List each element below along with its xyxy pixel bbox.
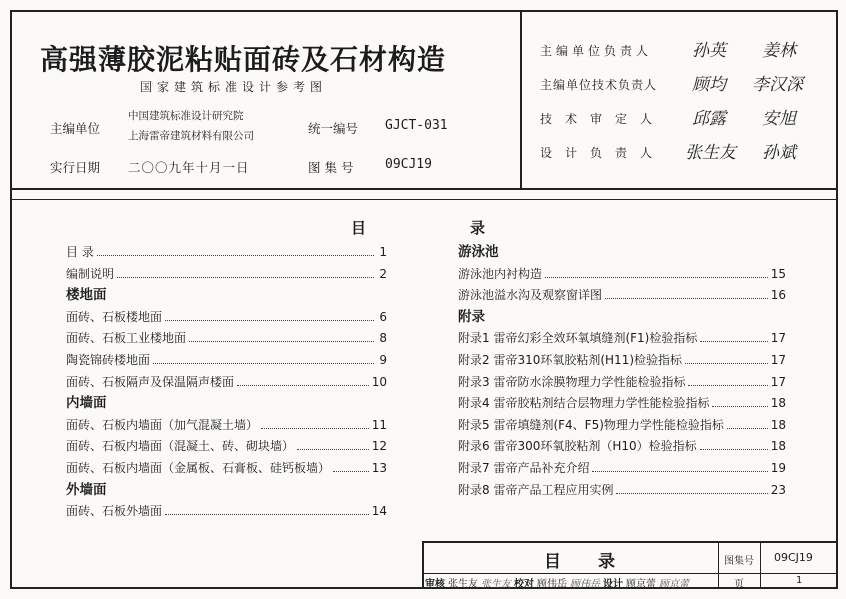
approval-cell: 审核 <box>425 579 445 590</box>
toc-entry-title: 附录2 雷帝310环氧胶粘剂(H11)检验指标 <box>458 352 683 367</box>
approval-cell: 张生友 <box>448 579 478 590</box>
toc-leader-dots <box>261 428 369 429</box>
title-block-atlas-no: 09CJ19 <box>774 551 813 564</box>
toc-entry-title: 附录6 雷帝300环氧胶粘剂（H10）检验指标 <box>458 439 697 454</box>
frame-left <box>10 10 12 589</box>
toc-entry-title: 面砖、石板隔声及保温隔声楼面 <box>66 374 235 389</box>
toc-entry-title: 附录4 雷帝胶粘剂结合层物理力学性能检验指标 <box>458 396 710 411</box>
toc-entry-page: 17 <box>770 331 786 346</box>
toc-leader-dots <box>685 363 768 364</box>
toc-entry-title: 面砖、石板外墙面 <box>66 504 163 519</box>
toc-section-heading: 楼地面 <box>66 287 107 304</box>
atlas-no: 09CJ19 <box>385 157 432 172</box>
toc-section-heading: 游泳池 <box>458 244 499 260</box>
toc-entry-page: 18 <box>770 439 786 454</box>
toc-entry[interactable] <box>458 458 786 480</box>
toc-leader-dots <box>333 471 369 472</box>
role-label: 技术审定人 <box>540 112 666 126</box>
toc-left-column <box>66 242 387 523</box>
signature: 李汉深 <box>752 75 803 95</box>
atlas-no-label: 图 集 号 <box>308 160 354 175</box>
toc-entry-page: 8 <box>379 331 387 346</box>
toc-entry[interactable] <box>66 436 387 458</box>
toc-entry-page: 6 <box>379 309 387 324</box>
toc-entry-page: 14 <box>371 504 387 519</box>
role-label: 设计负责人 <box>540 146 666 160</box>
toc-leader-dots <box>97 255 374 256</box>
toc-entry-title: 编制说明 <box>66 266 115 281</box>
toc-entry-page: 9 <box>379 352 387 367</box>
toc-entry-title: 游泳池溢水沟及观察窗详图 <box>458 288 603 303</box>
page-number: 1 <box>796 575 803 586</box>
toc-entry[interactable] <box>66 458 387 480</box>
toc-entry[interactable] <box>458 436 786 458</box>
toc-entry[interactable] <box>66 307 387 329</box>
toc-entry-page: 17 <box>770 352 786 367</box>
editor-unit-2: 上海雷帝建筑材料有限公司 <box>128 130 254 142</box>
toc-entry[interactable] <box>458 328 786 350</box>
toc-heading-left: 目 <box>351 219 367 237</box>
role-label: 主编单位技术负责人 <box>540 78 658 92</box>
toc-heading-right: 录 <box>470 219 486 237</box>
toc-entry-page: 16 <box>770 288 786 303</box>
toc-entry-title: 面砖、石板内墙面（混凝土、砖、砌块墙） <box>66 439 295 454</box>
toc-section-heading: 附录 <box>458 308 485 325</box>
document-subtitle: 国家建筑标准设计参考图 <box>140 80 328 94</box>
frame-right <box>836 10 838 589</box>
toc-entry-title: 附录7 雷帝产品补充介绍 <box>458 460 590 475</box>
title-block-divider <box>718 541 719 587</box>
toc-entry-title: 游泳池内衬构造 <box>458 266 543 281</box>
toc-section-heading: 外墙面 <box>66 481 107 498</box>
toc-entry-title: 目 录 <box>66 245 94 259</box>
header-separator-thin <box>10 199 838 200</box>
responsibility-row <box>540 70 830 104</box>
toc-leader-dots <box>165 320 374 321</box>
toc-entry-page: 19 <box>770 460 786 475</box>
toc-entry[interactable] <box>66 372 387 394</box>
signature: 姜林 <box>762 41 796 61</box>
toc-entry-title: 附录5 雷帝填缝剂(F4、F5)物理力学性能检验指标 <box>458 417 724 432</box>
toc-entry[interactable] <box>66 350 387 372</box>
toc-leader-dots <box>545 277 768 278</box>
toc-entry-title: 附录8 雷帝产品工程应用实例 <box>458 482 614 497</box>
toc-entry-page: 23 <box>770 482 786 497</box>
toc-leader-dots <box>165 514 369 515</box>
document-title: 高强薄胶泥粘贴面砖及石材构造 <box>40 43 447 76</box>
toc-entry-page: 11 <box>371 417 387 432</box>
toc-leader-dots <box>616 493 767 494</box>
atlas-label: 图集号 <box>724 556 754 567</box>
responsibility-row <box>540 36 830 70</box>
toc-entry-page: 2 <box>379 266 387 281</box>
approval-cell: 设计 <box>603 579 623 590</box>
toc-entry[interactable] <box>458 372 786 394</box>
toc-entry[interactable] <box>66 264 387 286</box>
toc-leader-dots <box>153 363 374 364</box>
toc-entry[interactable] <box>458 480 786 502</box>
toc-leader-dots <box>700 341 767 342</box>
toc-right-column <box>458 242 786 501</box>
responsibility-row <box>540 138 830 172</box>
responsibility-table <box>540 36 830 172</box>
title-block-title-left: 目 <box>544 552 561 572</box>
toc-entry-page: 18 <box>770 396 786 411</box>
toc-leader-dots <box>189 341 374 342</box>
signature: 顾均 <box>692 75 726 95</box>
toc-leader-dots <box>297 449 369 450</box>
toc-entry-title: 面砖、石板内墙面（加气混凝土墙） <box>66 417 259 432</box>
toc-leader-dots <box>727 428 768 429</box>
toc-leader-dots <box>688 385 767 386</box>
toc-leader-dots <box>700 449 768 450</box>
toc-entry-page: 15 <box>770 266 786 281</box>
toc-leader-dots <box>117 277 374 278</box>
toc-entry-title: 面砖、石板楼地面 <box>66 309 163 324</box>
toc-entry[interactable] <box>66 501 387 523</box>
header-separator <box>10 188 838 190</box>
toc-entry-page: 12 <box>371 439 387 454</box>
toc-entry[interactable] <box>458 415 786 437</box>
toc-entry-title: 陶瓷锦砖楼地面 <box>66 352 151 367</box>
title-block-title-right: 录 <box>598 552 615 572</box>
signature: 孙斌 <box>762 143 796 163</box>
approval-signature: 顾京蕾 <box>659 579 689 590</box>
effective-date-label: 实行日期 <box>50 160 101 175</box>
title-block-left <box>422 541 424 587</box>
toc-leader-dots <box>237 385 369 386</box>
toc-entry[interactable] <box>66 415 387 437</box>
toc-entry[interactable] <box>66 242 387 264</box>
toc-leader-dots <box>605 298 768 299</box>
frame-top <box>10 10 838 12</box>
editor-unit-label: 主编单位 <box>50 121 101 136</box>
unified-no-label: 统一编号 <box>308 121 359 136</box>
approval-signature: 顾伟岳 <box>570 579 600 590</box>
signature: 孙英 <box>692 41 726 61</box>
toc-entry-title: 附录1 雷帝幻彩全效环氧填缝剂(F1)检验指标 <box>458 331 698 346</box>
title-block <box>422 541 836 590</box>
title-block-row-line <box>422 573 836 574</box>
toc-entry[interactable] <box>458 350 786 372</box>
toc-entry-page: 13 <box>371 460 387 475</box>
responsibility-row <box>540 104 830 138</box>
toc-entry[interactable] <box>66 328 387 350</box>
toc-entry[interactable] <box>458 264 786 286</box>
approval-row <box>425 575 717 590</box>
toc-entry-title: 面砖、石板工业楼地面 <box>66 331 187 346</box>
toc-entry-page: 1 <box>379 245 387 259</box>
toc-entry[interactable] <box>458 285 786 307</box>
approval-cell: 顾伟岳 <box>537 579 567 590</box>
unified-no: GJCT-031 <box>385 118 448 133</box>
role-label: 主编单位负责人 <box>540 44 653 58</box>
toc-leader-dots <box>712 406 767 407</box>
approval-cell: 校对 <box>514 579 534 590</box>
toc-entry[interactable] <box>458 393 786 415</box>
title-block-divider <box>760 541 761 587</box>
toc-leader-dots <box>592 471 767 472</box>
signature: 邱露 <box>692 109 726 129</box>
toc-entry-page: 10 <box>371 374 387 389</box>
approval-cell: 顾京蕾 <box>626 579 656 590</box>
editor-unit-1: 中国建筑标准设计研究院 <box>128 110 244 122</box>
toc-entry-title: 附录3 雷帝防水涂膜物理力学性能检验指标 <box>458 374 686 389</box>
signature: 张生友 <box>685 143 736 163</box>
approval-signature: 张生友 <box>481 579 511 590</box>
header-divider <box>520 10 522 189</box>
page-label: 页 <box>734 579 744 590</box>
toc-entry-page: 18 <box>770 417 786 432</box>
effective-date: 二〇〇九年十月一日 <box>128 160 250 175</box>
toc-entry-title: 面砖、石板内墙面（金属板、石膏板、硅钙板墙） <box>66 460 331 475</box>
signature: 安旭 <box>762 109 796 129</box>
title-block-top <box>422 541 836 543</box>
toc-entry-page: 17 <box>770 374 786 389</box>
toc-section-heading: 内墙面 <box>66 395 107 412</box>
